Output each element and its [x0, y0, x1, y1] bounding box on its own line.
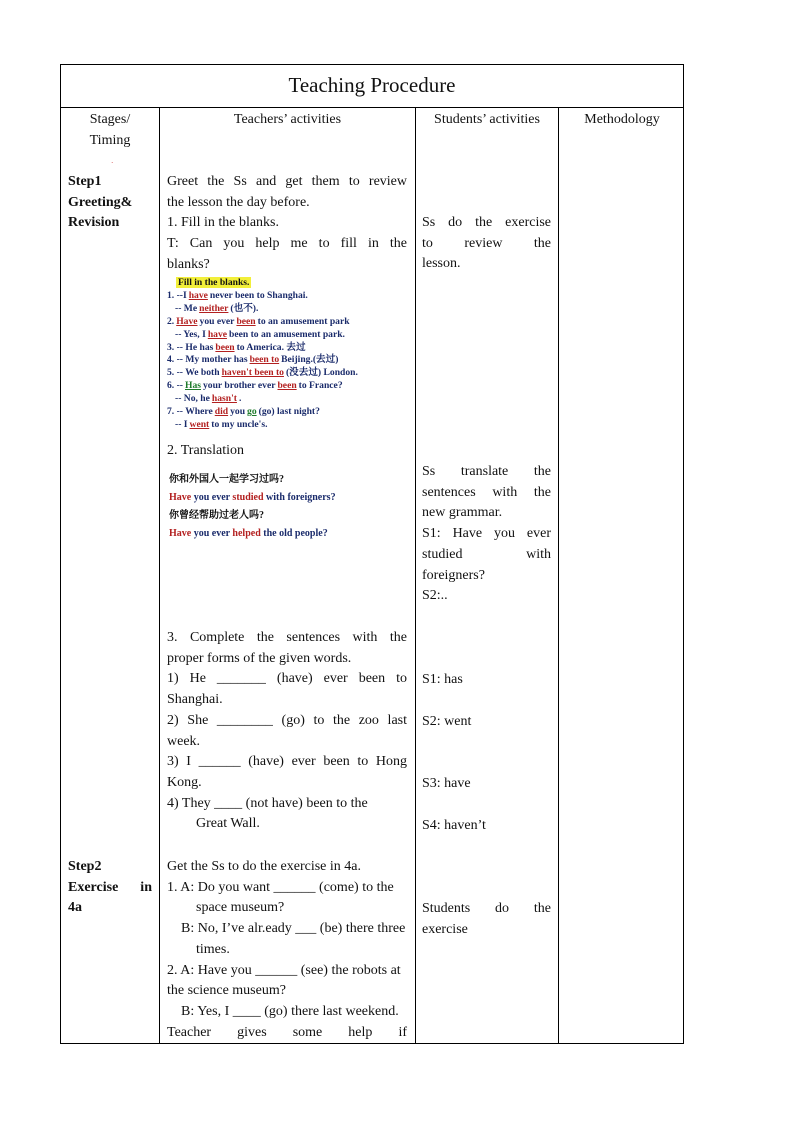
step1-label-line: Revision [68, 215, 120, 231]
step1-greet [167, 172, 407, 276]
exercise-line: 7. -- Where did you go (go) last night? [167, 406, 320, 418]
text-line: S2:.. [422, 588, 448, 604]
step2-label-line: Exercise in [68, 879, 152, 895]
students-translate [422, 462, 551, 607]
fill-blanks-exercise-image [167, 277, 411, 432]
translation-heading: 2. Translation [167, 443, 245, 458]
translation-cn: 你和外国人一起学习过吗? [169, 474, 284, 485]
text-line: Shanghai. [167, 692, 223, 708]
header-students: Students’ activities [434, 112, 540, 127]
text-line: sentences with the [422, 484, 551, 500]
translation-en: Have you ever helped the old people? [169, 528, 328, 539]
exercise-line: 3. -- He has been to America. 去过 [167, 341, 306, 353]
exercise-line: -- Me neither (也不). [175, 302, 259, 314]
text-line: the lesson the day before. [167, 194, 310, 210]
text-line: lesson. [422, 256, 461, 272]
text-line: 3) I ______ (have) ever been to Hong [167, 754, 407, 770]
exercise-heading: Fill in the blanks. [178, 277, 250, 288]
exercise-line: 1. --I have never been to Shanghai. [167, 289, 308, 301]
exercise-line: 6. -- Has your brother ever been to France? [167, 380, 343, 392]
exercise-line: -- No, he hasn't . [175, 393, 242, 405]
text-line: blanks? [167, 256, 210, 272]
exercise-line: 2. Have you ever been to an amusement park [167, 315, 350, 327]
text-line: space museum? [196, 900, 285, 916]
lesson-table [60, 64, 684, 1044]
step2-students [422, 899, 551, 940]
text-line: exercise [422, 921, 468, 937]
text-line: Ss translate the [422, 464, 551, 479]
translation-image [169, 471, 409, 543]
exercise-line: 4. -- My mother has been to Beijing.(去过) [167, 354, 339, 366]
text-line: 1. A: Do you want ______ (come) to the [167, 879, 394, 895]
complete-sentences [167, 628, 407, 835]
text-line: to review the [422, 235, 551, 251]
step2-label [68, 857, 152, 919]
column-divider-2 [415, 107, 416, 1043]
table-title: Teaching Procedure [288, 73, 456, 97]
answer-s2: S2: went [422, 714, 472, 729]
text-line: Greet the Ss and get them to review [167, 174, 407, 189]
text-line: Kong. [167, 774, 202, 790]
students-review [422, 213, 551, 275]
text-line: 3. Complete the sentences with the [167, 630, 407, 645]
step2-exercise [167, 857, 407, 1043]
text-line: 2) She ________ (go) to the zoo last [167, 712, 407, 728]
text-line: Students do the [422, 901, 551, 916]
answer-s1: S1: has [422, 672, 463, 687]
step1-label [68, 172, 154, 234]
header-methodology: Methodology [584, 112, 660, 127]
header-stages [61, 109, 159, 151]
text-line: 1. Fill in the blanks. [167, 215, 279, 231]
header-stages-text: Stages/ Timing [89, 112, 131, 148]
text-line: T: Can you help me to fill in the [167, 236, 407, 252]
translation-en: Have you ever studied with foreigners? [169, 492, 336, 503]
text-line: B: Yes, I ____ (go) there last weekend. [181, 1003, 399, 1019]
exercise-line: -- Yes, I have been to an amusement park. [175, 328, 345, 340]
text-line: Great Wall. [196, 816, 260, 832]
text-line: 4) They ____ (not have) been to the [167, 795, 368, 811]
text-line: S1: Have you ever [422, 526, 551, 542]
column-divider-3 [558, 107, 559, 1043]
text-line: Teacher gives some help if [167, 1024, 407, 1040]
step2-label-line: 4a [68, 900, 82, 916]
answer-s4: S4: haven’t [422, 818, 486, 833]
text-line: week. [167, 733, 201, 749]
text-line: the science museum? [167, 983, 286, 999]
text-line: 2. A: Have you ______ (see) the robots at [167, 962, 401, 978]
text-line: studied with [422, 546, 551, 562]
column-divider-1 [159, 107, 160, 1043]
marker-dot: · [111, 159, 114, 167]
translation-cn: 你曾经帮助过老人吗? [169, 510, 264, 521]
text-line: foreigners? [422, 567, 485, 583]
header-teachers: Teachers’ activities [233, 112, 342, 127]
step1-label-line: Step1 [68, 174, 102, 189]
title-divider [61, 107, 683, 108]
exercise-line: -- I went to my uncle's. [175, 418, 268, 430]
text-line: proper forms of the given words. [167, 650, 352, 666]
text-line: new grammar. [422, 505, 503, 521]
step2-label-line: Step2 [68, 859, 102, 874]
text-line: 1) He _______ (have) ever been to [167, 671, 407, 687]
text-line: B: No, I’ve alr.eady ___ (be) there three [181, 921, 406, 937]
answer-s3: S3: have [422, 776, 471, 791]
text-line: times. [196, 941, 230, 957]
exercise-line: 5. -- We both haven't been to (没去过) London. [167, 367, 358, 379]
step1-label-line: Greeting& [68, 194, 133, 210]
text-line: Get the Ss to do the exercise in 4a. [167, 859, 362, 874]
text-line: Ss do the exercise [422, 215, 551, 230]
